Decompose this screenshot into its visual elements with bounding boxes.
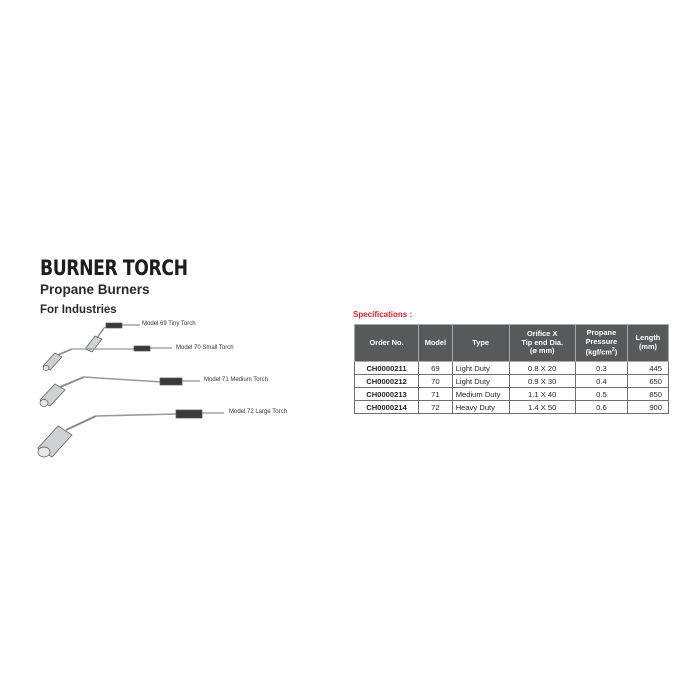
cell-order-no: CH0000213: [355, 388, 419, 401]
torch-label-71: Model 71 Medium Torch: [204, 377, 268, 383]
cell-type: Light Duty: [452, 362, 509, 375]
header-pressure-line3: [578, 347, 625, 357]
header-pressure: [575, 325, 627, 362]
cell-pressure: 0.3: [575, 362, 627, 375]
header-pressure-line1: Propane: [586, 327, 617, 337]
header-orifice-line3: (ø mm): [529, 346, 555, 356]
cell-length: 650: [628, 375, 669, 388]
header-pressure-unit: (kgf/cm: [585, 347, 612, 357]
header-pressure-close: ): [614, 347, 618, 357]
header-length-line2: (mm): [638, 342, 658, 351]
cell-order-no: CH0000214: [355, 401, 419, 414]
cell-model: 70: [419, 375, 453, 388]
cell-model: 72: [419, 401, 453, 414]
cell-length: 900: [628, 401, 669, 414]
header-order-no: Order No.: [355, 325, 419, 362]
page-subtitle: Propane Burners: [40, 282, 150, 297]
header-model: Model: [419, 325, 453, 362]
cell-pressure: 0.4: [575, 375, 627, 388]
cell-order-no: CH0000212: [355, 375, 419, 388]
specifications-table: [354, 324, 669, 414]
table-header-row: [355, 325, 669, 362]
table-row: [355, 388, 669, 401]
torch-label-69: Model 69 Tiny Torch: [142, 321, 196, 327]
header-orifice-line1: Orifice X: [526, 328, 558, 338]
header-length-line1: Length: [635, 333, 661, 343]
header-type: Type: [452, 325, 509, 362]
header-orifice: [509, 325, 575, 362]
table-row: [355, 375, 669, 388]
header-orifice-line2: Tip end Dia.: [521, 337, 564, 347]
cell-pressure: 0.6: [575, 401, 627, 414]
cell-type: Heavy Duty: [452, 401, 509, 414]
cell-pressure: 0.5: [575, 388, 627, 401]
cell-orifice: 1.1 X 40: [509, 388, 575, 401]
cell-orifice: 0.8 X 20: [509, 362, 575, 375]
specifications-heading: Specifications :: [353, 310, 413, 319]
torch-label-70: Model 70 Small Torch: [176, 345, 234, 351]
cell-orifice: 1.4 X 50: [509, 401, 575, 414]
cell-type: Light Duty: [452, 375, 509, 388]
cell-length: 445: [628, 362, 669, 375]
cell-model: 69: [419, 362, 453, 375]
page-title: BURNER TORCH: [40, 256, 188, 280]
table-row: [355, 362, 669, 375]
header-pressure-sup: 2: [611, 346, 615, 353]
industries-heading: For Industries: [40, 304, 117, 316]
table-row: [355, 401, 669, 414]
torch-label-72: Model 72 Large Torch: [229, 409, 287, 415]
cell-orifice: 0.9 X 30: [509, 375, 575, 388]
cell-order-no: CH0000211: [355, 362, 419, 375]
header-pressure-line2: Pressure: [585, 336, 618, 346]
cell-model: 71: [419, 388, 453, 401]
cell-type: Medium Duty: [452, 388, 509, 401]
cell-length: 850: [628, 388, 669, 401]
header-length: [628, 325, 669, 362]
